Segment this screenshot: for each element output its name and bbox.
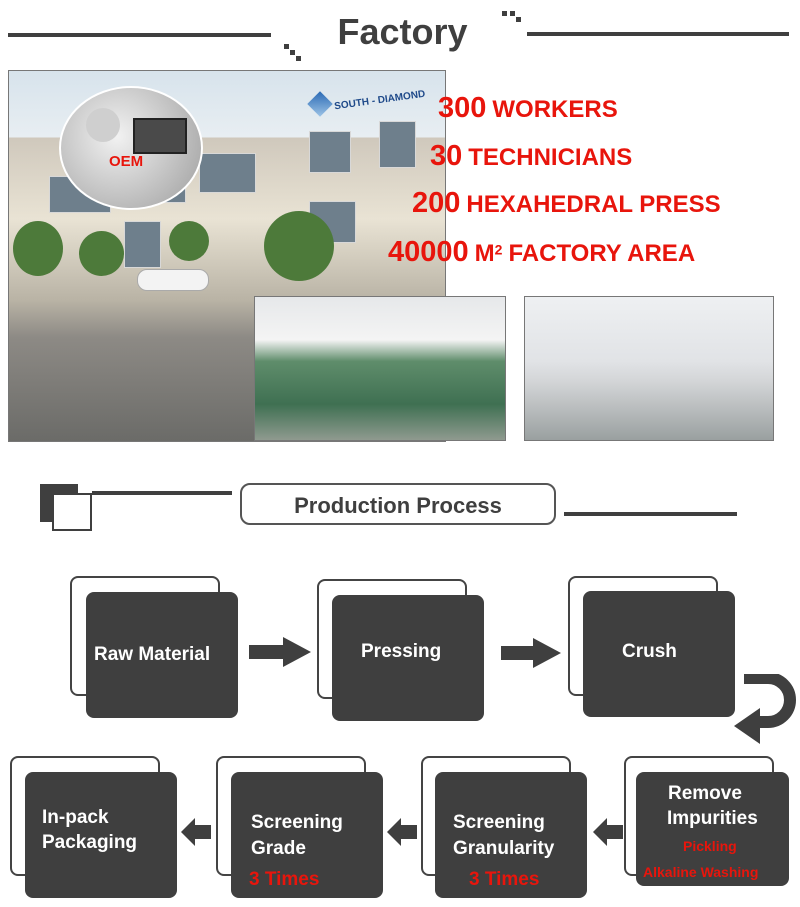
step-remove-impurities <box>636 772 789 886</box>
stat-hexahedral-press <box>412 187 721 220</box>
title-ornament-left-3 <box>296 56 301 61</box>
title-ornament-right-2 <box>510 11 515 16</box>
step-in-pack-packaging <box>25 772 177 898</box>
step-label: Screening <box>251 812 343 833</box>
factory-title: Factory <box>337 11 468 52</box>
arrow-left-icon <box>181 818 211 846</box>
stat-label: WORKERS <box>492 96 618 123</box>
tree <box>13 221 63 276</box>
step-pressing <box>332 595 484 721</box>
oem-inset-photo <box>59 86 203 210</box>
operator <box>86 108 120 142</box>
stat-number: 300 <box>438 92 487 124</box>
process-rule-left <box>92 491 232 495</box>
stat-workers <box>438 92 618 125</box>
arrow-right-icon <box>501 638 561 668</box>
stat-number: 200 <box>412 187 461 219</box>
arrow-right-icon <box>249 637 311 667</box>
stat-number: 40000 <box>388 236 469 268</box>
production-process-title: Production Process <box>240 483 556 525</box>
step-label: In-pack <box>42 807 109 828</box>
monitor <box>133 118 187 154</box>
arrow-left-icon <box>593 818 623 846</box>
stat-label: HEXAHEDRAL PRESS <box>466 191 721 218</box>
parked-car <box>137 269 209 291</box>
step-label-2: Packaging <box>42 832 138 853</box>
processing-workshop-photo <box>524 296 774 441</box>
oem-label: OEM <box>109 153 144 170</box>
building-window <box>124 221 161 268</box>
step-note: 3 Times <box>249 869 320 890</box>
step-label-2: Granularity <box>453 838 555 859</box>
step-label: Crush <box>622 641 677 662</box>
step-screening-granularity <box>435 772 587 898</box>
stat-unit: M <box>474 240 495 267</box>
company-sign: SOUTH - DIAMOND <box>333 88 426 113</box>
title-ornament-right-3 <box>516 17 521 22</box>
press-workshop-photo <box>254 296 506 441</box>
arrow-left-icon <box>387 818 417 846</box>
stat-technicians <box>430 140 632 173</box>
step-label-2: Grade <box>251 838 306 859</box>
tree <box>79 231 124 276</box>
step-label: Raw Material <box>94 644 211 665</box>
tree <box>264 211 334 281</box>
step-label: Screening <box>453 812 545 833</box>
step-label: Pressing <box>361 641 442 662</box>
title-ornament-left-1 <box>284 44 289 49</box>
tree <box>169 221 209 261</box>
step-crush <box>583 591 735 717</box>
stat-factory-area <box>388 236 695 269</box>
title-ornament-left-2 <box>290 50 295 55</box>
step-raw-material <box>86 592 238 718</box>
building-window <box>199 153 256 193</box>
title-rule-left <box>8 33 271 37</box>
step-note-2: Alkaline Washing <box>643 864 759 880</box>
step-label: Remove <box>668 783 742 804</box>
section-ornament-outline <box>52 493 92 531</box>
step-note: 3 Times <box>469 869 540 890</box>
process-rule-right <box>564 512 737 516</box>
title-rule-right <box>527 32 789 36</box>
title-ornament-right-1 <box>502 11 507 16</box>
building-window <box>309 131 351 173</box>
stat-number: 30 <box>430 140 463 172</box>
step-label-2: Impurities <box>667 808 758 829</box>
stat-unit-superscript: 2 <box>494 241 503 258</box>
step-screening-grade <box>231 772 383 898</box>
uturn-arrow-icon <box>734 674 796 748</box>
company-logo <box>307 91 332 116</box>
building-window <box>379 121 416 168</box>
stat-label: TECHNICIANS <box>468 144 633 171</box>
stat-label: FACTORY AREA <box>508 240 696 267</box>
step-note: Pickling <box>683 838 737 854</box>
